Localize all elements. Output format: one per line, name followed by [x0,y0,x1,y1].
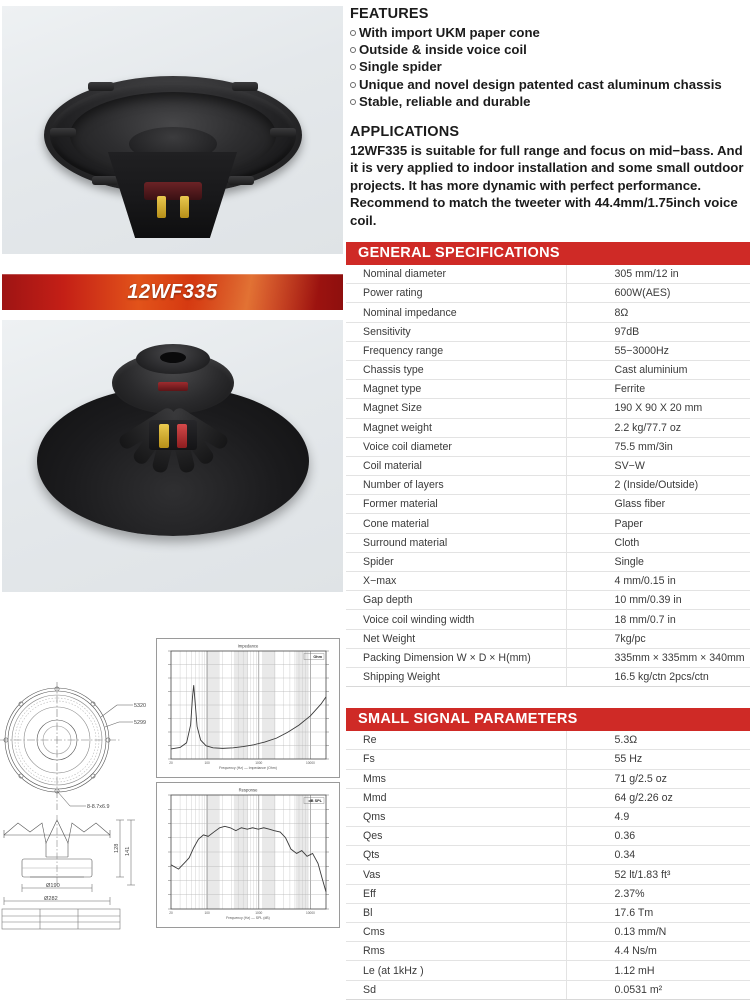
table-row [346,514,750,533]
svg-text:10000: 10000 [306,761,315,765]
product-photo-rear [2,320,343,592]
right-column [346,0,750,1000]
table-row [346,788,750,807]
spec-value: 0.36 [566,827,750,846]
spec-value: 52 lt/1.83 ft³ [566,865,750,884]
table-row [346,610,750,629]
spec-key: Bl [346,903,566,922]
feature-label: With import UKM paper cone [359,25,540,40]
spec-value: 10 mm/0.39 in [566,591,750,610]
label-bolt-circle: Ø190 [46,883,60,889]
label-overall-diameter: Ø282 [44,896,58,902]
section-view [4,815,110,885]
spec-key: Coil material [346,456,566,475]
table-row [346,769,750,788]
label-depth-1: 128 [114,843,120,853]
terminal-post-negative [180,196,189,218]
features-title: FEATURES [350,6,429,22]
spec-value: 4.9 [566,807,750,826]
table-row [346,884,750,903]
feature-item [350,41,750,58]
spec-key: Number of layers [346,476,566,495]
model-name: 12WF335 [127,280,218,303]
svg-text:20: 20 [169,761,173,765]
small-signal-parameters-rows [346,731,750,1000]
spec-key: Qms [346,807,566,826]
spec-value: 190 X 90 X 20 mm [566,399,750,418]
terminal-post-positive [157,196,166,218]
spec-key: Spider [346,552,566,571]
features-list [350,24,750,110]
spec-value: 1.12 mH [566,961,750,980]
spec-value: Single [566,552,750,571]
table-row [346,437,750,456]
spec-value: 2.2 kg/77.7 oz [566,418,750,437]
spec-key: Cone material [346,514,566,533]
label-outer-diameter-1: 5320 [134,703,146,709]
spec-key: Mms [346,769,566,788]
spec-key: Le (at 1kHz ) [346,961,566,980]
spec-key: Packing Dimension W × D × H(mm) [346,648,566,667]
impedance-chart [156,638,340,778]
terminal-post-negative [177,424,187,448]
spec-key: Qes [346,827,566,846]
table-row [346,846,750,865]
applications-body: 12WF335 is suitable for full range and focus on mid−bass. And it is very applied to indoor installation and some small outdoor projects. It has more dynamic with perfect performance. Recommend to match the tweeter with 44.4mm/1.75inch voice coil. [350,143,744,228]
mounting-tab [50,128,76,137]
mounting-tab [232,82,258,91]
svg-text:Ohm: Ohm [313,655,322,659]
spec-key: Fs [346,750,566,769]
spec-value: Cast aluminium [566,360,750,379]
svg-text:1000: 1000 [255,911,263,915]
spec-value: 2 (Inside/Outside) [566,476,750,495]
spl-chart-svg [157,783,339,927]
spec-key: X−max [346,572,566,591]
spec-value: 55−3000Hz [566,341,750,360]
feature-label: Stable, reliable and durable [359,93,531,109]
spec-value: 600W(AES) [566,284,750,303]
table-row [346,303,750,322]
table-row [346,961,750,980]
table-row [346,629,750,648]
label-depth-2: 141 [125,846,131,856]
svg-text:10000: 10000 [306,911,315,915]
spl-response-chart [156,782,340,928]
spec-key: Shipping Weight [346,667,566,686]
spec-value: 0.13 mm/N [566,923,750,942]
speaker-front-illustration [44,76,302,194]
spec-key: Eff [346,884,566,903]
spec-value: Ferrite [566,380,750,399]
circle-bullet-icon [350,82,356,88]
small-signal-parameters-header: SMALL SIGNAL PARAMETERS [346,708,750,731]
spec-key: Mmd [346,788,566,807]
spec-value: Paper [566,514,750,533]
table-row [346,456,750,475]
table-row [346,284,750,303]
feature-item [350,76,750,93]
spec-value: SV−W [566,456,750,475]
table-row [346,476,750,495]
mounting-tab [88,82,114,91]
spec-key: Magnet type [346,380,566,399]
svg-text:100: 100 [204,911,210,915]
table-row [346,495,750,514]
table-row [346,865,750,884]
general-specifications-table [346,242,750,687]
spec-value: Glass fiber [566,495,750,514]
svg-text:Response: Response [238,787,258,793]
table-row [346,980,750,999]
table-row [346,341,750,360]
label-mounting-holes: 8-8.7x6.9 [87,804,110,810]
svg-text:Frequency (Hz) — SPL (dB): Frequency (Hz) — SPL (dB) [226,916,270,920]
feature-label: Unique and novel design patented cast aluminum chassis [359,76,722,92]
feature-item [350,24,750,41]
spec-key: Surround material [346,533,566,552]
spec-key: Voice coil diameter [346,437,566,456]
table-row [346,750,750,769]
spec-value: Cloth [566,533,750,552]
feature-label: Outside & inside voice coil [359,42,527,58]
terminal-post-positive [159,424,169,448]
svg-text:Frequency (Hz) — Impedance: Frequency (Hz) — Impedance (Ohm) [219,766,277,770]
pole-vent [160,352,186,363]
small-signal-parameters-table [346,708,750,1000]
spec-value: 305 mm/12 in [566,265,750,284]
product-photo-front [2,6,343,254]
spec-value: 71 g/2.5 oz [566,769,750,788]
spec-value: 0.34 [566,846,750,865]
feature-item [350,58,750,75]
spec-key: Nominal impedance [346,303,566,322]
table-row [346,903,750,922]
model-name-banner [2,274,343,310]
spec-value: 5.3Ω [566,731,750,750]
svg-text:Impedance: Impedance [237,643,259,649]
technical-drawing-svg [0,660,152,934]
table-row [346,667,750,686]
table-row [346,942,750,961]
table-row [346,807,750,826]
spec-value: 335mm × 335mm × 340mm [566,648,750,667]
circle-bullet-icon [350,47,356,53]
spec-key: Power rating [346,284,566,303]
general-specifications-rows [346,265,750,687]
spec-value: 16.5 kg/ctn 2pcs/ctn [566,667,750,686]
spec-value: 18 mm/0.7 in [566,610,750,629]
svg-text:1000: 1000 [255,761,263,765]
spec-value: 97dB [566,322,750,341]
svg-text:100: 100 [204,761,210,765]
mounting-tab [92,176,118,185]
circle-bullet-icon [350,30,356,36]
speaker-cast-frame [37,386,309,536]
spec-key: Nominal diameter [346,265,566,284]
table-row [346,827,750,846]
spec-value: 0.0531 m² [566,980,750,999]
mounting-tab [228,176,254,185]
mounting-tab [270,128,296,137]
spec-key: Vas [346,865,566,884]
table-row [346,322,750,341]
spec-value: 7kg/pc [566,629,750,648]
terminal-plate [144,182,202,200]
spec-key: Frequency range [346,341,566,360]
svg-text:20: 20 [169,911,173,915]
feature-item [350,93,750,110]
spec-key: Net Weight [346,629,566,648]
table-row [346,360,750,379]
spec-value: 75.5 mm/3in [566,437,750,456]
spec-key: Qts [346,846,566,865]
speaker-rear-illustration [37,386,309,536]
spec-key: Sd [346,980,566,999]
spec-value: 64 g/2.26 oz [566,788,750,807]
table-row [346,923,750,942]
spec-key: Magnet Size [346,399,566,418]
applications-title: APPLICATIONS [350,124,460,141]
spec-value: 8Ω [566,303,750,322]
spec-value: 17.6 Tm [566,903,750,922]
spec-key: Voice coil winding width [346,610,566,629]
impedance-chart-svg [157,639,339,777]
terminal-plate [149,420,197,450]
table-row [346,648,750,667]
spec-key: Re [346,731,566,750]
table-row [346,572,750,591]
svg-text:dB SPL: dB SPL [308,799,322,803]
spec-key: Rms [346,942,566,961]
technical-drawing [0,660,152,934]
spec-key: Cms [346,923,566,942]
spec-value: 55 Hz [566,750,750,769]
features-section [346,0,750,110]
circle-bullet-icon [350,99,356,105]
spec-key: Sensitivity [346,322,566,341]
spec-value: 4 mm/0.15 in [566,572,750,591]
spec-key: Magnet weight [346,418,566,437]
spec-key: Former material [346,495,566,514]
table-row [346,265,750,284]
feature-label: Single spider [359,59,442,75]
spec-value: 4.4 Ns/m [566,942,750,961]
general-specifications-header: GENERAL SPECIFICATIONS [346,242,750,265]
applications-section [346,110,750,229]
table-row [346,380,750,399]
spec-key: Gap depth [346,591,566,610]
spec-key: Chassis type [346,360,566,379]
table-row [346,552,750,571]
table-row [346,591,750,610]
dimension-lines [4,820,135,905]
spec-value: 2.37% [566,884,750,903]
table-row [346,418,750,437]
table-row [346,533,750,552]
circle-bullet-icon [350,64,356,70]
table-row [346,731,750,750]
label-outer-diameter-2: 5299 [134,720,146,726]
product-label [158,382,188,391]
table-row [346,399,750,418]
